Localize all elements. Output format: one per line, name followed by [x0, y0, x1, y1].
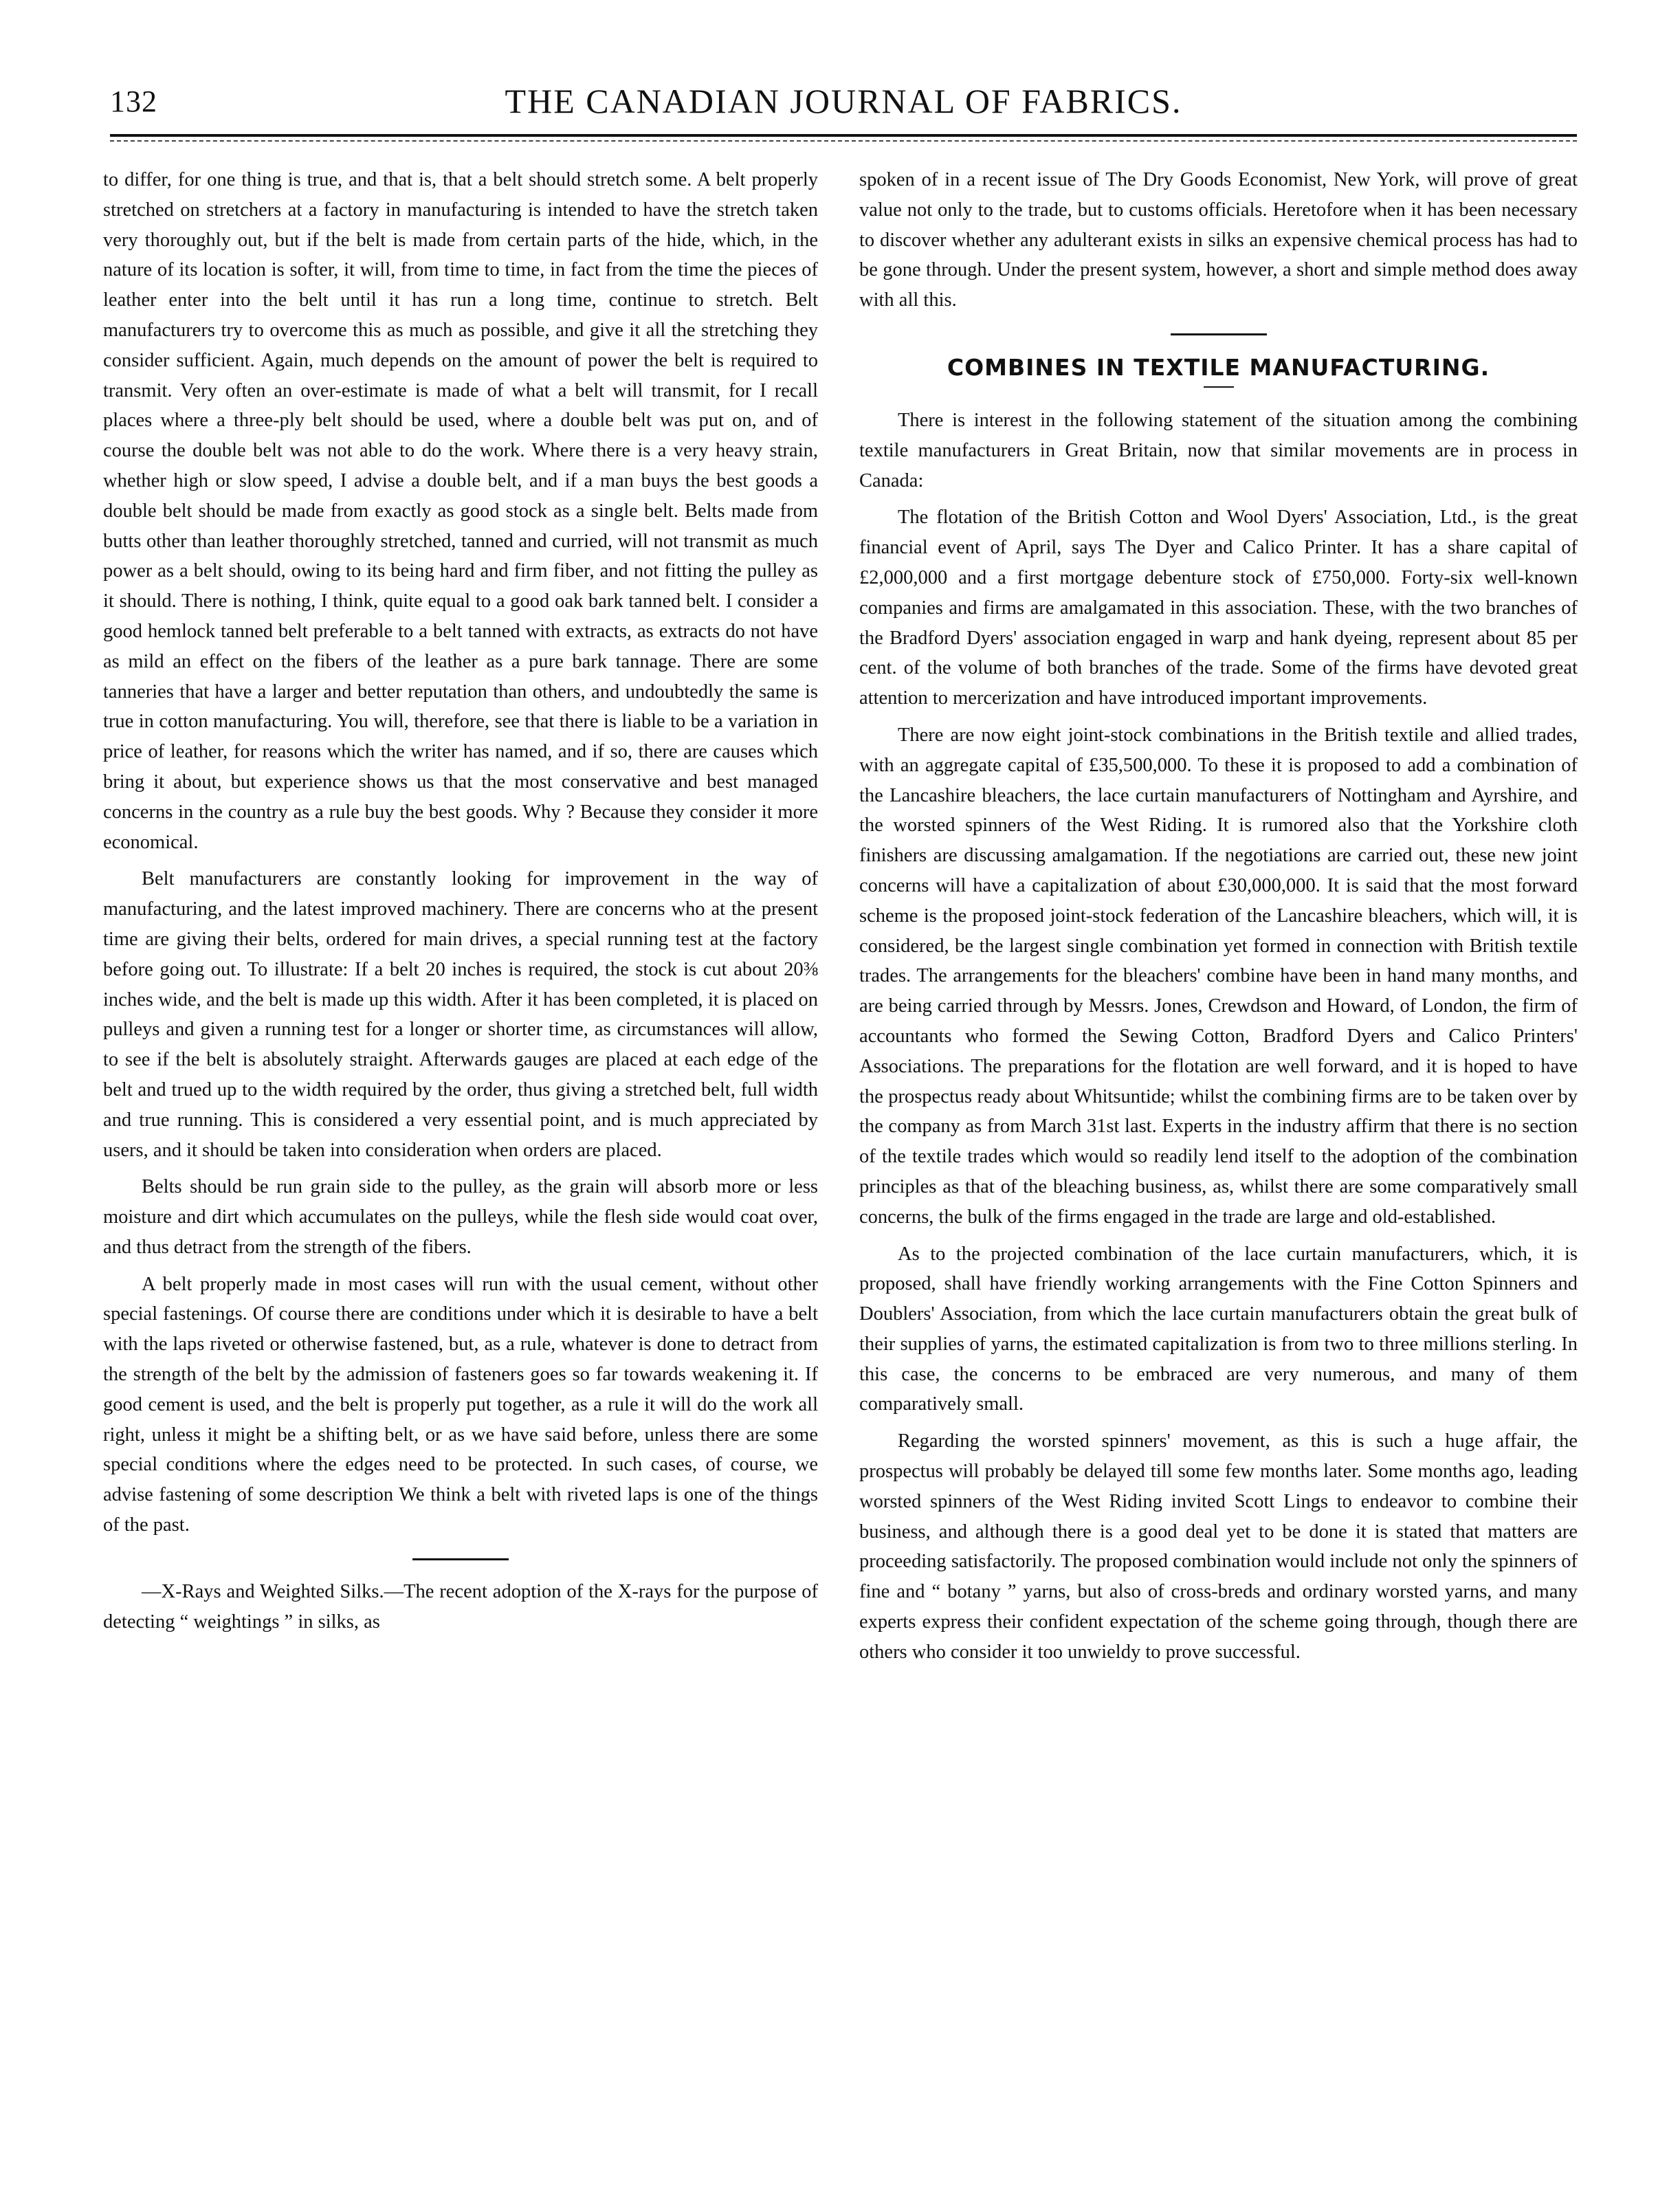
- paragraph: There are now eight joint-stock combinations in the British textile and allied trades, with an aggregate capital of £35,500,000. To these it is proposed to add a combination of the Lancashire bleachers, the lace curtain manufacturers of Nottingham and Ayrshire, and the worsted spinners of the West Riding. It is rumored also that the Yorkshire cloth finishers are discussing amalgamation. If the negotiations are carried out, these new joint concerns will have a capitalization of about £30,000,000. It is said that the most forward scheme is the proposed joint-stock federation of the Lancashire bleachers, which will, it is considered, be the largest single combination yet formed in connection with British textile trades. The arrangements for the bleachers' combine have been in hand many months, and are being carried through by Messrs. Jones, Crewdson and Howard, of London, the firm of accountants who formed the Sewing Cotton, Bradford Dyers and Calico Printers' Associations. The preparations for the flotation are well forward, and it is hoped to have the prospectus ready about Whitsuntide; whilst the combining firms are to be taken over by the company as from March 31st last. Experts in the industry affirm that there is no section of the textile trades which would so readily lend itself to the adoption of the combination principles as that of the bleaching business, as, whilst there are some comparatively small concerns, the bulk of the firms engaged in the trade are large and old-established.: [859, 724, 1578, 1228]
- paragraph: The flotation of the British Cotton and Wool Dyers' Association, Ltd., is the great financial event of April, says The Dyer and Calico Printer. It has a share capital of £2,000,000 and a first mortgage debenture stock of £750,000. Forty-six well-known companies and firms are amalgamated in this association. These, with the two branches of the Bradford Dyers' association engaged in warp and hank dyeing, represent about 85 per cent. of the volume of both branches of the trade. Some of the firms have devoted great attention to mercerization and have introduced important improvements.: [859, 507, 1578, 709]
- paragraph: As to the projected combination of the lace curtain manufacturers, which, it is proposed, shall have friendly working arrangements with the Fine Cotton Spinners and Doublers' Association, from which the lace curtain manufacturers obtain the great bulk of their supplies of yarns, the estimated capitalization is from two to three millions sterling. In this case, the concerns to be embraced are very numerous, and many of them comparatively small.: [859, 1243, 1578, 1415]
- paragraph: A belt properly made in most cases will run with the usual cement, without other special fastenings. Of course there are conditions under which it is desirable to have a belt with the laps riveted or otherwise fastened, but, as a rule, whatever is done to detract from the strength of the belt by the admission of fasteners goes so far towards weakening it. If good cement is used, and the belt is properly put together, as a rule it will do the work all right, unless it might be a shifting belt, or as we have said before, unless there are some special conditions where the edges need to be protected. In such cases, of course, we advise fastening of some description We think a belt with riveted laps is one of the things of the past.: [103, 1273, 818, 1536]
- heading-underline: [1204, 386, 1234, 388]
- paragraph: to differ, for one thing is true, and that is, that a belt should stretch some. A belt properly stretched on stretchers at a factory in manufacturing is intended to have the stretch taken very thoroughly out, but if the belt is made from certain parts of the hide, which, in the nature of its location is softer, it will, from time to time, in fact from the time the pieces of leather enter into the belt until it has run a long time, continue to stretch. Belt manufacturers try to overcome this as much as possible, and give it all the stretching they consider sufficient. Again, much depends on the amount of power the belt is required to transmit. Very often an over-estimate is made of what a belt will transmit, for I recall places where a three-ply belt should be used, where a double belt was put on, and of course the double belt was not able to do the work. Where there is a very heavy strain, whether high or slow speed, I advise a double belt, and if a man buys the best goods a double belt should be made from exactly as good stock as a single belt. Belts made from butts other than leather thoroughly stretched, tanned and curried, will not transmit as much power as a belt should, owing to its being hard and firm fiber, and not fitting the pulley as it should. There is nothing, I think, quite equal to a good oak bark tanned belt. I consider a good hemlock tanned belt preferable to a belt tanned with extracts, as extracts do not have as mild an effect on the fibers of the leather as a pure bark tannage. There are some tanneries that have a larger and better reputation than others, and undoubtedly the same is true in cotton manufacturing. You will, therefore, see that there is liable to be a variation in price of leather, for reasons which the writer has named, and if so, there are causes which bring it about, but experience shows us that the most conservative and best managed concerns in the country as a rule buy the best goods. Why ? Because they consider it more economical.: [103, 169, 818, 853]
- section-divider: [1171, 333, 1267, 335]
- paragraph: spoken of in a recent issue of The Dry Goods Economist, New York, will prove of great value not only to the trade, but to customs officials. Heretofore when it has been necessary to discover whether any adulterant exists in silks an expensive chemical process has had to be gone through. Under the present system, however, a short and simple method does away with all this.: [859, 169, 1578, 311]
- section-divider: [412, 1558, 509, 1560]
- paragraph: There is interest in the following statement of the situation among the combining textile manufacturers in Great Britain, now that similar movements are in process in Canada:: [859, 409, 1578, 491]
- page-header: [110, 81, 1577, 129]
- page-number: 132: [110, 85, 157, 118]
- paragraph: Belts should be run grain side to the pulley, as the grain will absorb more or less moisture and dirt which accumulates on the pulleys, while the flesh side would coat over, and thus detract from the strength of the fibers.: [103, 1176, 818, 1258]
- header-rule-dashed: [110, 140, 1577, 142]
- right-column: [859, 165, 1578, 1674]
- section-heading: COMBINES IN TEXTILE MANUFACTURING.: [947, 353, 1490, 381]
- header-rule: [110, 134, 1577, 137]
- paragraph: —X-Rays and Weighted Silks.—The recent adoption of the X-rays for the purpose of detecting “ weightings ” in silks, as: [103, 1580, 818, 1633]
- journal-title: THE CANADIAN JOURNAL OF FABRICS.: [505, 82, 1182, 120]
- left-column: [103, 165, 818, 1644]
- paragraph: Regarding the worsted spinners' movement, as this is such a huge affair, the prospectus will probably be delayed till some few months later. Some months ago, leading worsted spinners of the West Riding invited Scott Lings to endeavor to combine their business, and although there is a good deal yet to be done it is stated that matters are proceeding satisfactorily. The proposed combination would include not only the spinners of fine and “ botany ” yarns, but also of cross-breds and ordinary worsted yarns, and many experts express their confident expectation of the scheme going through, though there are others who consider it too unwieldy to prove successful.: [859, 1430, 1578, 1663]
- paragraph: Belt manufacturers are constantly looking for improvement in the way of manufacturing, and the latest improved machinery. There are concerns who at the present time are giving their belts, ordered for main drives, a special running test at the factory before going out. To illustrate: If a belt 20 inches is required, the stock is cut about 20⅜ inches wide, and the belt is made up this width. After it has been completed, it is placed on pulleys and given a running test for a longer or shorter time, as circumstances will allow, to see if the belt is absolutely straight. Afterwards gauges are placed at each edge of the belt and trued up to the width required by the order, thus giving a stretched belt, full width and true running. This is considered a very essential point, and is much appreciated by users, and it should be taken into consideration when orders are placed.: [103, 868, 818, 1161]
